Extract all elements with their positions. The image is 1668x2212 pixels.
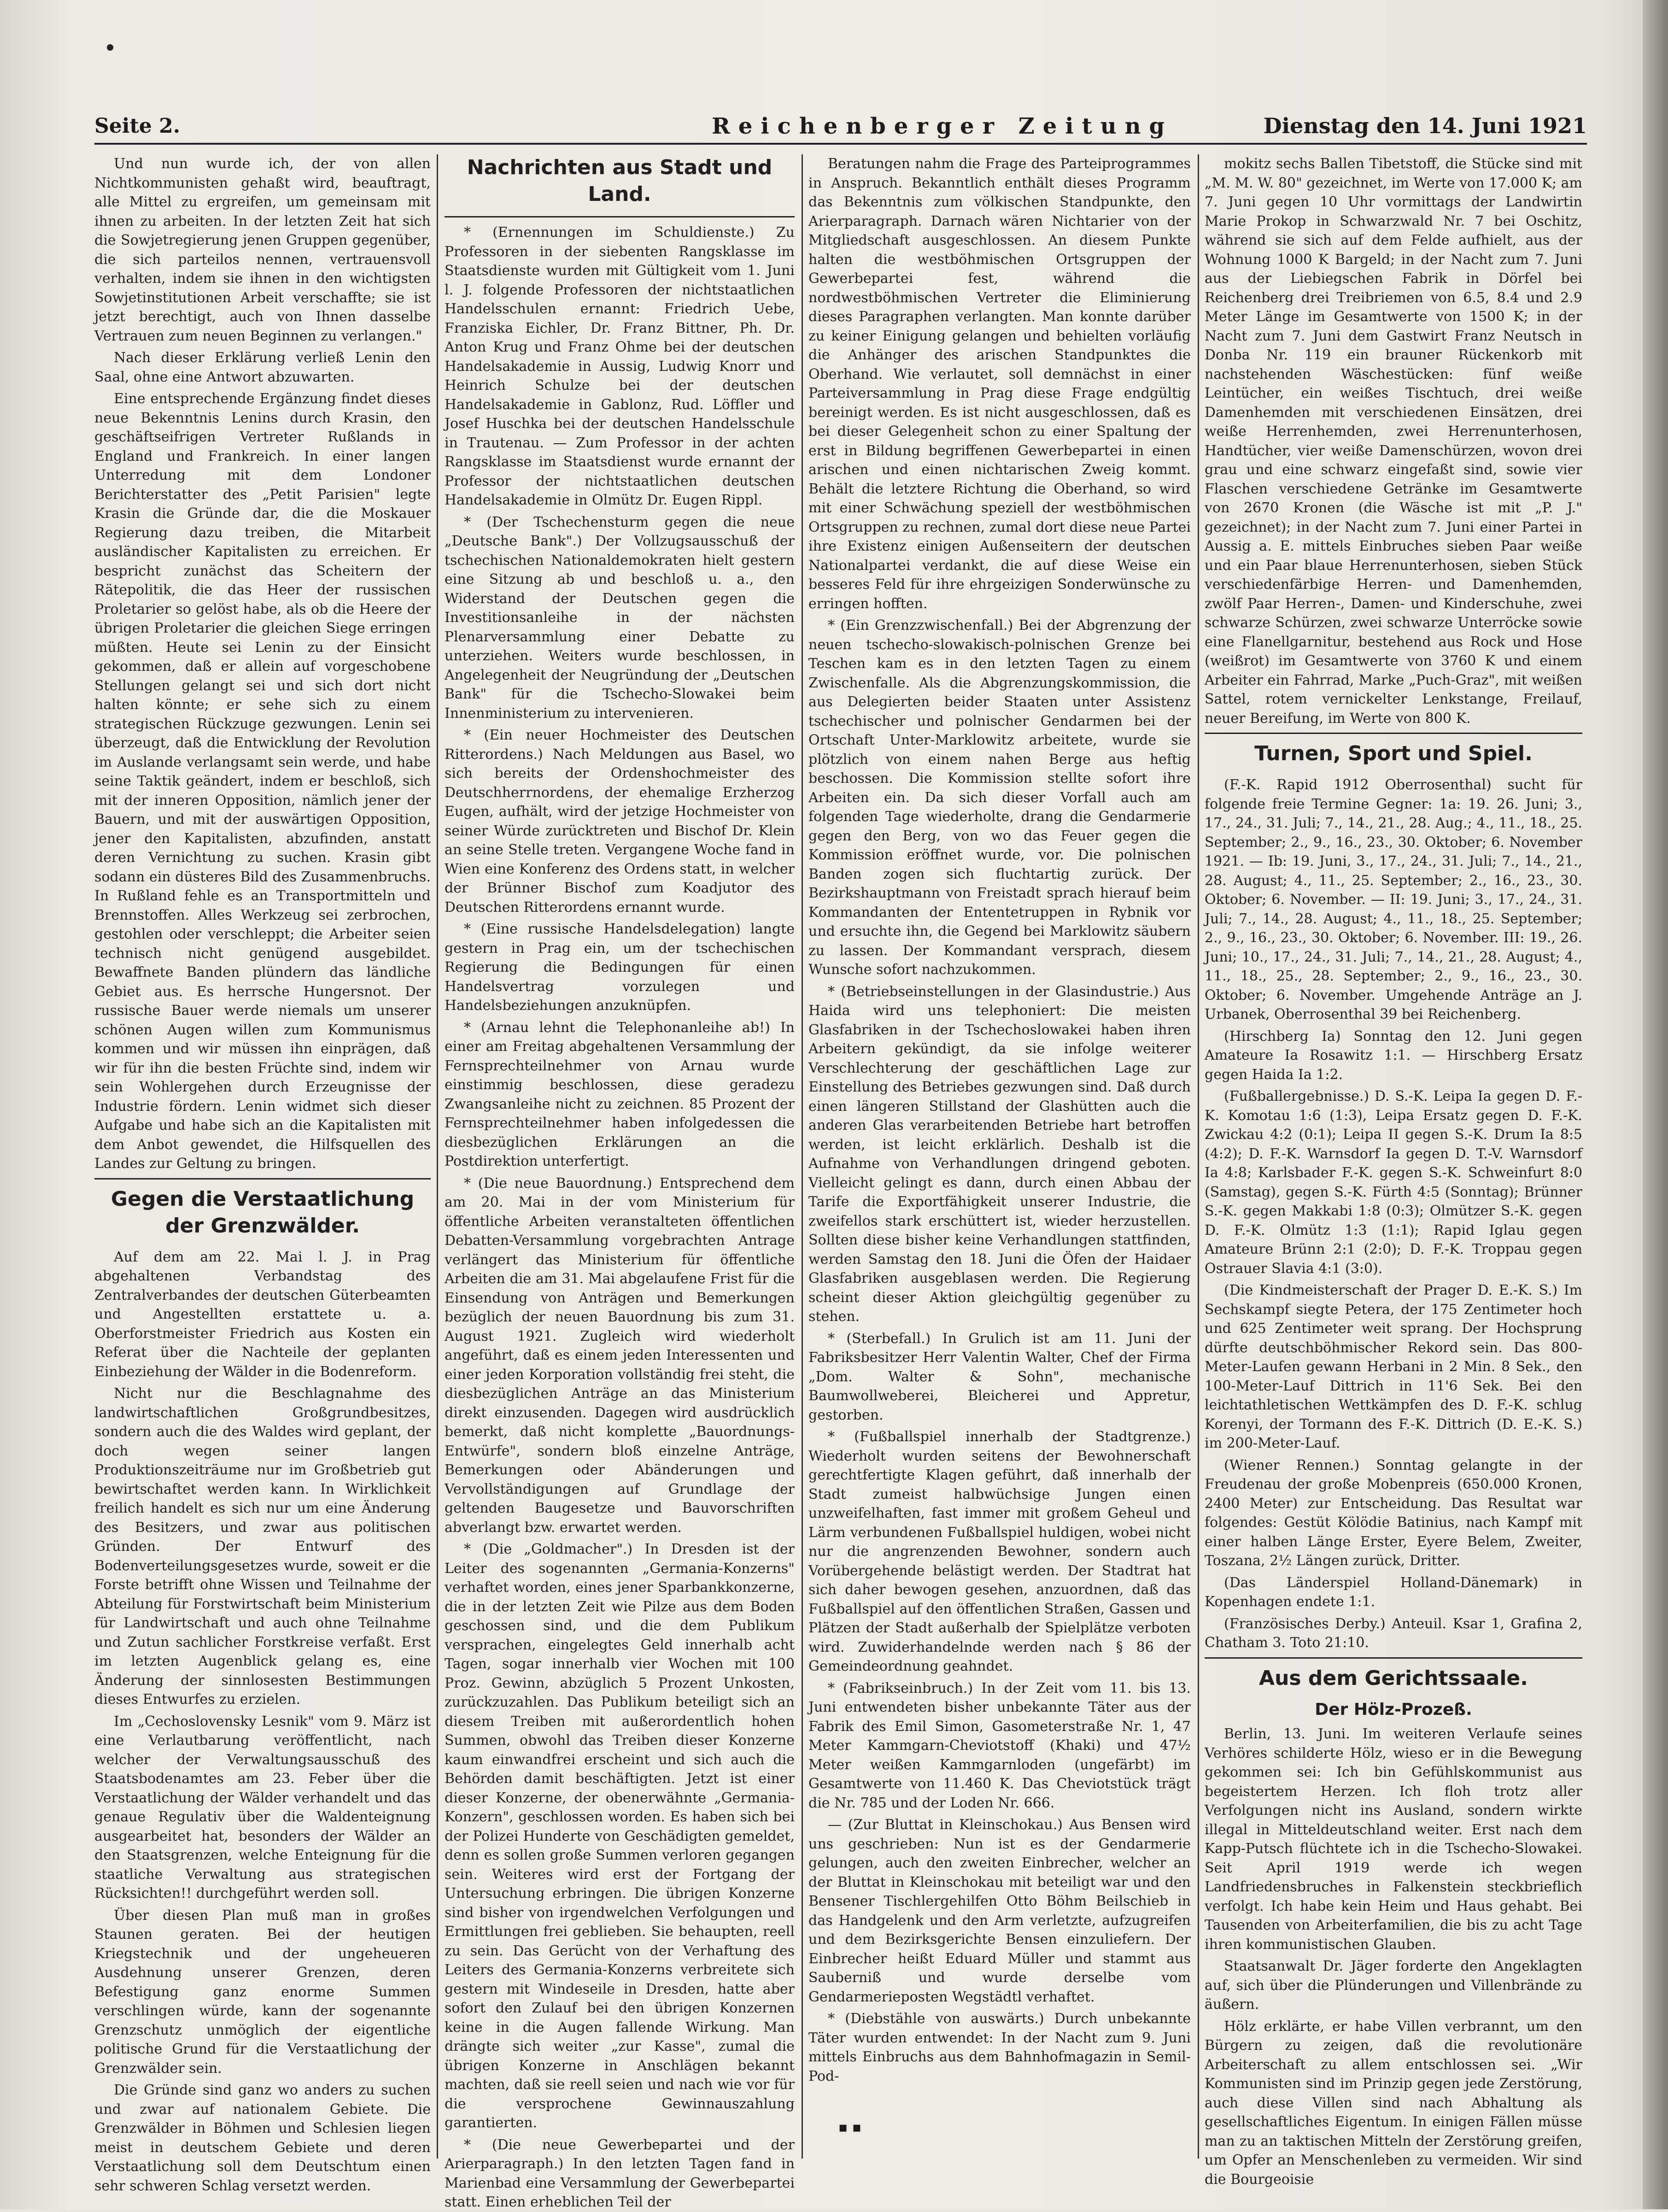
sports-item: (Die Kindmeisterschaft der Prager D. E.-K. S.) Im Sechskampf siegte Petera, der 175 Zentimeter hoch und 625 Zentimeter weit sprang. Der Hochsprung dürfte deutschböhmischer Rekord sein. Das 800-Meter-Laufen gewann Herbani in 2 Min. 8 Sek., den 100-Meter-Lauf Dittrich in 11'6 Sek. Bei den leichtathletischen Wettkämpfen des D. F.-K. schlug Korenyi, der Tormann des F.-K. Dittrich (D. E.-K. S.) im 200-Meter-Lauf. — [1205, 1282, 1582, 1451]
article-paragraph: Nach dieser Erklärung verließ Lenin den Saal, ohne eine Antwort abzuwarten. — [94, 350, 431, 385]
court-item: Staatsanwalt Dr. Jäger forderte den Angeklagten auf, sich über die Plünderungen und Villenbrände zu äußern. — [1205, 1958, 1582, 2013]
section-divider — [94, 1178, 431, 1179]
article-paragraph: Und nun wurde ich, der von allen Nichtkommunisten gehaßt wird, beauftragt, alle Mittel zu ergreifen, um gemeinsam mit ihnen zu arbeiten. In der letzten Zeit hat sich die Sowjetregierung jenen Gruppen gegenüber, die sich parteilos nennen, vertrauensvoll verhalten, indem sie ihnen in den wichtigsten Sowjetinstitutionen Arbeit verschaffte; sie ist jetzt berechtigt, auch von Ihnen dasselbe Vertrauen zum neuen Beginnen zu verlangen." — [94, 156, 431, 344]
column-3 — [808, 154, 1191, 2159]
news-item: * (Ein neuer Hochmeister des Deutschen Ritterordens.) Nach Meldungen aus Basel, wo sich bereits der Ordenshochmeister des Deutschherrnordens, der ehemalige Erzherzog Eugen, aufhält, wird der jetzige Hochmeister von seiner Würde zurücktreten und Bischof Dr. Klein an seine Stelle treten. Vergangene Woche fand in Wien eine Konferenz des Ordens statt, in welcher der Brünner Bischof zum Koadjutor des Deutschen Ritterordens ernannt wurde. — [445, 727, 795, 915]
footer-mark: ▪ ▪ — [838, 2119, 862, 2136]
news-item: * (Fabrikseinbruch.) In der Zeit vom 11. bis 13. Juni entwendeten bisher unbekannte Täter aus der Fabrik des Emil Simon, Gasometerstraße Nr. 1, 47 Meter Kammgarn-Cheviotstoff (Khaki) und 47½ Meter weißen Kammgarnloden (ungefärbt) im Gesamtwerte von 11.460 K. Das Cheviotstück trägt die Nr. 785 und der Loden Nr. 666. — [808, 1680, 1191, 1811]
issue-date: Dienstag den 14. Juni 1921 — [1263, 113, 1587, 138]
news-item: — (Zur Bluttat in Kleinschokau.) Aus Bensen wird uns geschrieben: Nun ist es der Gendarmerie gelungen, auch den zweiten Einbrecher, welcher an der Bluttat in Kleinschokau mit beteiligt war und den Bensener Tischlergehilfen Otto Böhm Beilschieb in das Handgelenk und den Arm verletzte, aufzugreifen und dem Bezirksgerichte Bensen einzuliefern. Der Einbrecher heißt Eduard Müller und stammt aus Sauberniß und wurde derselbe vom Gendarmerieposten Wegstädtl verhaftet. — [808, 1817, 1191, 2005]
article-paragraph: Im „Cechoslovensky Lesnik" vom 9. März ist eine Verlautbarung veröffentlicht, nach welcher der Verwaltungsausschuß des Staatsbodenamtes am 23. Feber über die Verstaatlichung der Wälder verhandelt und das genaue Regulativ über die Waldenteignung ausgearbeitet hat, besonders der Wälder an den Staatsgrenzen, welche Enteignung für die staatliche Verwaltung aus strategischen Rücksichten!! durchgeführt werden soll. — [94, 1713, 431, 1901]
article-paragraph: Eine entsprechende Ergänzung findet dieses neue Bekenntnis Lenins durch Krasin, den geschäftseifrigen Vertreter Rußlands in England und Frankreich. In einer langen Unterredung mit dem Londoner Berichterstatter des „Petit Parisien" legte Krasin die Gründe dar, die die Moskauer Regierung dazu treiben, die Mitarbeit ausländischer Kapitalisten zu erreichen. Er bespricht zunächst das Scheitern der Rätepolitik, die das Heer der russischen Proletarier so gelöst habe, als ob die Heere der übrigen Proletarier die gleichen Siege erringen müßten. Heute sei Lenin zu der Einsicht gekommen, daß er allein auf vorgeschobene Stellungen gelangt sei und sich dort nicht halten könnte; er sehe sich zu einem strategischen Rückzuge gezwungen. Lenin sei überzeugt, daß die Entwicklung der Revolution im Auslande verlangsamt sein werde, und habe seine Taktik geändert, indem er beschloß, sich mit der inneren Opposition, nämlich jener der Bauern, und mit der auswärtigen Opposition, jener den Kapitalisten, abzufinden, anstatt deren Vernichtung zu suchen. Krasin gibt sodann ein düsteres Bild des Zusammenbruchs. In Rußland fehle es an Transportmitteln und Brennstoffen. Alles Werkzeug sei zerbrochen, gestohlen oder verschleppt; die Arbeiter seien technisch nicht genügend ausgebildet. Bewaffnete Banden plündern das ländliche Gebiet aus. Es herrsche Hungersnot. Der russische Bauer werde niemals um unserer schönen Augen willen zum Kommunismus kommen und wir müssen ihn einprägen, daß wir für ihn die besten Früchte sind, indem wir sein Wohlergehen durch Erzeugnisse der Industrie fördern. Lenin widmet sich dieser Aufgabe und habe sich an die Kapitalisten mit dem Anbot gewendet, die Hilfsquellen des Landes zur Geltung zu bringen. — [94, 391, 431, 1172]
column-1 — [94, 154, 431, 2194]
news-item: Beratungen nahm die Frage des Parteiprogrammes in Anspruch. Bekanntlich enthält dieses Programm das Bekenntnis zum völkischen Standpunkte, den Arierparagraph. Darnach wären Nichtarier von der Mitgliedschaft ausgeschlossen. An diesem Punkte halten die westböhmischen Ortsgruppen der Gewerbepartei fest, während die nordwestböhmischen Vertreter die Eliminierung dieses Paragraphen verlangten. Man konnte darüber zu keiner Einigung gelangen und behielten vorläufig die Anhänger des arischen Standpunktes die Oberhand. Wie verlautet, soll demnächst in einer Parteiversammlung in Prag diese Frage endgültig bereinigt werden. Es ist nicht ausgeschlossen, daß es bei dieser Gelegenheit schon zu einer Spaltung der erst in Bildung begriffenen Gewerbepartei in einen arischen und einen nichtarischen Zweig kommt. Behält die letztere Richtung die Oberhand, so wird mit einer Schwächung speziell der westböhmischen Ortsgruppen zu rechnen, zumal dort diese neue Partei ihre Existenz einigen Außenseitern der deutschen Nationalpartei verdankt, die auf diese Weise ein besseres Feld für ihre ehrgeizigen Sonderwünsche zu erringen hofften. — [808, 156, 1191, 612]
sports-item: (Wiener Rennen.) Sonntag gelangte in der Freudenau der große Mobenpreis (650.000 Kronen, 2400 Meter) zur Entscheidung. Das Resultat war folgendes: Gestüt Kölödie Batinius, nach Kampf mit einer halben Länge Erster, Eyere Belem, Zweiter, Toszana, 2½ Längen zurück, Dritter. — [1205, 1457, 1582, 1569]
court-subheadline: Der Hölz-Prozeß. — [1315, 1700, 1472, 1719]
news-item: * (Ernennungen im Schuldienste.) Zu Professoren in der siebenten Rangsklasse im Staatsdienste wurden mit Gültigkeit vom 1. Juni l. J. folgende Professoren der nichtstaatlichen Handelsschulen ernannt: Friedrich Uebe, Franziska Eichler, Dr. Franz Bittner, Ph. Dr. Anton Krug und Franz Ohme bei der deutschen Handelsakademie in Aussig, Ludwig Knorr und Heinrich Schulze bei der deutschen Handelsakademie in Gablonz, Rud. Löffler und Josef Huschka bei der deutschen Handelsschule in Trautenau. — Zum Professor in der achten Rangsklasse im Staatsdienst wurde ernannt der Professor der nichtstaatlichen deutschen Handelsakademie in Olmütz Dr. Eugen Rippl. — [445, 224, 795, 508]
column-2 — [445, 154, 795, 2210]
article-paragraph: Nicht nur die Beschlagnahme des landwirtschaftlichen Großgrundbesitzes, sondern auch die des Waldes wird geplant, der doch wegen seiner langen Produktionszeiträume nur im Großbetrieb gut bewirtschaftet werden kann. In Wirklichkeit freilich handelt es sich nur um eine Änderung des Besitzers, und zwar aus politischen Gründen. Der Entwurf des Bodenverteilungsgesetzes wurde, soweit er die Forste betrifft ohne Wissen und Teilnahme der Abteilung für Forstwirtschaft beim Ministerium für Landwirtschaft und auch ohne Teilnahme und Zutun sachlicher Forstkreise verfaßt. Erst im letzten Augenblick gelang es, eine Änderung der sinnlosesten Bestimmungen dieses Entwurfes zu erzielen. — [94, 1385, 431, 1707]
news-item: * (Der Tschechensturm gegen die neue „Deutsche Bank".) Der Vollzugsausschuß der tschechischen Nationaldemokraten hielt gestern eine Sitzung ab und beschloß u. a., den Widerstand der Deutschen gegen die Investitionsanleihe in der nächsten Plenarversammlung einer Debatte zu unterziehen. Weiters wurde beschlossen, in Angelegenheit der Neugründung der „Deutschen Bank" für die Tschecho-Slowakei beim Innenministerium zu intervenieren. — [445, 514, 795, 722]
news-item: * (Eine russische Handelsdelegation) langte gestern in Prag ein, um der tschechischen Regierung die Bedingungen für einen Handelsvertrag vorzulegen und Handelsbeziehungen anzuknüpfen. — [445, 921, 795, 1014]
court-headline: Aus dem Gerichtssaale. — [1259, 1666, 1528, 1690]
article-headline: Gegen die Verstaatlichung der Grenzwälder. — [111, 1187, 415, 1238]
court-item: Berlin, 13. Juni. Im weiteren Verlaufe seines Verhöres schilderte Hölz, wieso er in die Bewegung gekommen sei: Ich bin Gefühlskommunist aus begeistertem Herzen. Ich floh trotz aller Verfolgungen nicht ins Ausland, sondern wirkte illegal in Mitteldeutschland weiter. Erst nach dem Kapp-Putsch flüchtete ich in die Tschecho-Slowakei. Seit April 1919 werde ich wegen Landfriedensbruches in Falkenstein steckbrieflich verfolgt. Ich habe kein Heim und Haus gehabt. Bei Tausenden von Arbeiterfamilien, die bis zu acht Tage ihren kommunistischen Glauben. — [1205, 1726, 1582, 1953]
sports-item: (Französisches Derby.) Anteuil. Ksar 1, Grafina 2, Chatham 3. Toto 21:10. — [1205, 1615, 1582, 1651]
sports-item: (Das Länderspiel Holland-Dänemark) in Kopenhagen endete 1:1. — [1205, 1574, 1582, 1610]
sports-headline: Turnen, Sport und Spiel. — [1254, 742, 1533, 765]
article-paragraph: Über diesen Plan muß man in großes Staunen geraten. Bei der heutigen Kriegstechnik und der ungeheueren Ausdehnung unserer Grenzen, deren Befestigung ganz enorme Summen verschlingen würde, kann der sogenannte Grenzschutz unmöglich der eigentliche politische Grund für die Verstaatlichung der Grenzwälder sein. — [94, 1907, 431, 2077]
court-item: Hölz erklärte, er habe Villen verbrannt, um den Bürgern zu zeigen, daß die revolutionäre Arbeiterschaft zu allem entschlossen sei. „Wir Kommunisten sind im Prinzip gegen jede Zerstörung, auch diese Villen sind nach Abhaltung als gesellschaftliches Eigentum. In einigen Fällen müsse man zu an taktischen Mitteln der Zerstörung greifen, um Opfer an Menschenleben zu vermeiden. Wir sind die Bourgeoisie — [1205, 2018, 1582, 2188]
newspaper-title: Reichenberger Zeitung — [712, 113, 1173, 139]
section-headline: Nachrichten aus Stadt und Land. — [467, 156, 773, 206]
sports-item: (Fußballergebnisse.) D. S.-K. Leipa Ia gegen D. F.-K. Komotau 1:6 (1:3), Leipa Ersatz gegen D. F.-K. Zwickau 4:2 (0:1); Leipa II gegen S.-K. Drum Ia 8:5 (4:2); D. F.-K. Warnsdorf Ia gegen D. T.-V. Warnsdorf Ia 4:8; Karlsbader F.-K. gegen S.-K. Schweinfurt 8:0 (Samstag), gegen S.-K. Fürth 4:5 (Sonntag); Brünner S.-K. gegen Makkabi 1:8 (0:3); Olmützer S.-K. gegen D. F.-K. Olmütz 1:3 (1:1); Rapid Iglau gegen Amateure Brünn 2:1 (2:0); D. F.-K. Troppau gegen Ostrauer Slavia 4:1 (3:0). — [1205, 1088, 1582, 1277]
page-edge-shadow — [1643, 0, 1668, 2209]
news-item: * (Sterbefall.) In Grulich ist am 11. Juni der Fabriksbesitzer Herr Valentin Walter, Chef der Firma „Dom. Walter & Sohn", mechanische Baumwollweberei, Bleicherei und Appretur, gestorben. — [808, 1330, 1191, 1423]
news-item: * (Die neue Bauordnung.) Entsprechend dem am 20. Mai in der vom Ministerium für öffentliche Arbeiten veranstalteten öffentlichen Debatten-Versammlung vorgebrachten Antrage verlängert das Ministerium für öffentliche Arbeiten die am 31. Mai abgelaufene Frist für die Einsendung von Anträgen und Bemerkungen bezüglich der neuen Bauordnung bis zum 31. August 1921. Zugleich wird wiederholt angeführt, daß es einem jeden Interessenten und einer jeden Korporation vollständig frei steht, die diesbezüglichen Anträge an das Ministerium direkt einzusenden. Dagegen wird ausdrücklich bemerkt, daß nicht komplette „Bauordnungs-Entwürfe", sondern bloß einzelne Anträge, Bemerkungen oder Abänderungen und Vervollständigungen auf Grundlage der geltenden Baugesetze und Bauvorschriften abverlangt bzw. erwartet werden. — [445, 1175, 795, 1536]
page-label: Seite 2. — [94, 114, 181, 138]
page-header — [94, 111, 1587, 145]
news-item: * (Die neue Gewerbepartei und der Arierparagraph.) In den letzten Tagen fand in Marienbad eine Versammlung der Gewerbepartei statt. Einen erheblichen Teil der — [445, 2136, 795, 2210]
column-rule — [1198, 154, 1199, 2159]
news-item: * (Betriebseinstellungen in der Glasindustrie.) Aus Haida wird uns telephoniert: Die meisten Glasfabriken in der Tschechoslowakei haben ihren Arbeitern gekündigt, da sie infolge weiterer Verschlechterung der geschäftlichen Lage zur Einstellung des Betriebes gezwungen sind. Daß durch einen längeren Stillstand der Glashütten auch die anderen Glas verarbeitenden Betriebe hart betroffen werden, ist leicht erklärlich. Deshalb ist die Aufnahme von Verhandlungen dringend geboten. Vielleicht gelingt es dann, durch einen Abbau der Tarife die Exportfähigkeit unserer Industrie, die zweifellos stark erschüttert ist, wieder herzustellen. Sollten diese bisher keine Verhandlungen stattfinden, werden Samstag den 18. Juni die Öfen der Haidaer Glasfabriken ausgeblasen werden. Die Regierung scheint dieser Aktion gleichgültig gegenüber zu stehen. — [808, 983, 1191, 1325]
news-item: mokitz sechs Ballen Tibetstoff, die Stücke sind mit „M. M. W. 80" gezeichnet, im Werte von 17.000 K; am 7. Juni gegen 10 Uhr vormittags der Landwirtin Marie Prokop in Schwarzwald Nr. 7 bei Oschitz, während sie sich auf dem Felde aufhielt, aus der Wohnung 1000 K Bargeld; in der Nacht zum 7. Juni aus der Liebiegschen Fabrik in Dörfel bei Reichenberg drei Treibriemen von 6.5, 8.4 und 2.9 Meter Länge im Gesamtwerte von 1500 K; in der Nacht zum 7. Juni dem Gastwirt Franz Neutsch in Donba Nr. 119 ein brauner Rückenkorb mit nachstehenden Wäschestücken: fünf weiße Leintücher, ein weißes Tischtuch, drei weiße Damenhemden mit verschiedenen Einsätzen, drei weiße Herrenhemden, zwei Herrenunterhosen, Handtücher, vier weiße Damenschürzen, wovon drei grau und eine schwarz eingefaßt sind, sowie vier Flaschen verschiedene Getränke im Gesamtwerte von 2670 Kronen (die Wäsche ist mit „P. J." gezeichnet); in der Nacht zum 7. Juni einer Partei in Aussig a. E. mittels Einbruches sieben Paar weiße und ein Paar blaue Herrenunterhosen, sieben Stück verschiedenfärbige Herren- und Damenhemden, zwölf Paar Herren-, Damen- und Kinderschuhe, zwei schwarze Schürzen, zwei schwarze Unterröcke sowie eine Flanellgarnitur, bestehend aus Rock und Hose (weißrot) im Gesamtwerte von 3760 K und einem Arbeiter ein Fahrrad, Marke „Puch-Graz", mit weißen Sattel, rotem vernickelter Lenkstange, Freilauf, neuer Bereifung, im Werte von 800 K. — [1205, 156, 1582, 727]
section-divider — [1205, 733, 1582, 734]
news-item: * (Die „Goldmacher".) In Dresden ist der Leiter des sogenannten „Germania-Konzerns" verhaftet worden, eines jener Sparbankkonzerne, die in der letzten Zeit wie Pilze aus dem Boden geschossen sind, und die dem Publikum versprachen, eingelegtes Geld innerhalb acht Tagen, sogar innerhalb vier Wochen mit 100 Proz. Gewinn, abzüglich 5 Prozent Unkosten, zurückzuzahlen. Das Publikum beteiligt sich an diesem Treiben mit außerordentlich hohen Summen, obwohl das Treiben dieser Konzerne kaum einwandfrei erscheint und sich auch die Behörden damit beschäftigten. Jetzt ist einer dieser Konzerne, der obenerwähnte „Germania-Konzern", geschlossen worden. Es haben sich bei der Polizei Hunderte von Geschädigten gemeldet, denn es sollen große Summen verloren gegangen sein. Weiteres wird erst der Fortgang der Untersuchung erbringen. Die übrigen Konzerne sind bisher von irgendwelchen Verfolgungen und Ermittlungen frei geblieben. Sie behaupten, reell zu sein. Das Gerücht von der Verhaftung des Leiters des Germania-Konzerns verbreitete sich gestern mit Windeseile in Dresden, hatte aber sofort den Zulauf bei den übrigen Konzernen keine in die Augen fallende Wirkung. Man drängte sich weiter „zur Kasse", zumal die übrigen Konzerne in Anschlägen bekannt machten, daß sie reell seien und nach wie vor für die versprochene Gewinnauszahlung garantierten. — [445, 1541, 795, 2131]
news-item: * (Arnau lehnt die Telephonanleihe ab!) In einer am Freitag abgehaltenen Versammlung der Fernsprechteilnehmer von Arnau wurde einstimmig beschlossen, diese geradezu Zwangsanleihe nicht zu zeichnen. 85 Prozent der Fernsprechteilnehmer haben infolgedessen die diesbezüglichen Erklärungen an die Postdirektion unterfertigt. — [445, 1019, 795, 1169]
sports-item: (F.-K. Rapid 1912 Oberrosenthal) sucht für folgende freie Termine Gegner: 1a: 19. 26. Juni; 3., 17., 24., 31. Juli; 7., 14., 21., 28. Aug.; 4., 11., 18., 25. September; 2., 9., 16., 23., 30. Oktober; 6. November 1921. — Ib: 19. Juni, 3., 17., 24., 31. Juli; 7., 14., 21., 28. August; 4., 11., 25. September; 2., 16., 23., 30. Oktober; 6. November. — II: 19. Juni; 3., 17., 24., 31. Juli; 7., 14., 28. August; 4., 11., 18., 25. September; 2., 9., 16., 23., 30. Oktober; 6. November. III: 19., 26. Juni; 10., 17., 24., 31. Juli; 7., 14., 21., 28. August; 4., 11., 18., 25., 28. September; 2., 9., 16., 23., 30. Oktober; 6. November. Umgehende Anträge an J. Urbanek, Oberrosenthal 39 bei Reichenberg. — [1205, 777, 1582, 1022]
column-rule — [437, 154, 438, 2159]
column-4 — [1205, 154, 1582, 2188]
column-rule — [802, 154, 803, 2159]
news-item: * (Fußballspiel innerhalb der Stadtgrenze.) Wiederholt wurden seitens der Bewohnerschaft gerechtfertigte Klagen geführt, daß innerhalb der Stadt zumeist halbwüchsige Jungen einen unzweifelhaften, fast immer mit großem Geheul und Lärm verbundenen Fußballspiel huldigen, wobei nicht nur die angrenzenden Bewohner, sondern auch Vorübergehende belästigt werden. Der Stadtrat hat sich daher bewogen gesehen, anzuordnen, daß das Fußballspiel auf den öffentlichen Straßen, Gassen und Plätzen der Stadt außerhalb der Spielplätze verboten wird. Zuwiderhandelnde werden nach § 86 der Gemeindeordnung geahndet. — [808, 1429, 1191, 1674]
article-paragraph: Die Gründe sind ganz wo anders zu suchen und zwar auf nationalem Gebiete. Die Grenzwälder in Böhmen und Schlesien liegen meist in deutschem Gebiete und deren Verstaatlichung soll dem Deutschtum einen sehr schweren Schlag versetzt werden. — [94, 2082, 431, 2194]
sports-item: (Hirschberg Ia) Sonntag den 12. Juni gegen Amateure Ia Rosawitz 1:1. — Hirschberg Ersatz gegen Haida Ia 1:2. — [1205, 1028, 1582, 1083]
news-item: * (Ein Grenzzwischenfall.) Bei der Abgrenzung der neuen tschecho-slowakisch-polnischen Grenze bei Teschen kam es in den letzten Tagen zu einem Zwischenfalle. Als die Abgrenzungskommission, die aus Delegierten beider Staaten unter Assistenz tschechischer und polnischer Gendarmen bei der Ortschaft Unter-Marklowitz arbeitete, wurde sie plötzlich von einem nahen Berge aus heftig beschossen. Die Kommission stellte sofort ihre Arbeiten ein. Da sich dieser Vorfall auch am folgenden Tage wiederholte, drang die Gendarmerie gegen den Berg, von wo das Feuer gegen die Kommission eröffnet wurde, vor. Die polnischen Banden zogen sich fluchtartig zurück. Der Bezirkshauptmann von Freistadt sprach hierauf beim Kommandanten der Ententetruppen in Rybnik vor und ersuchte ihn, die Gegend bei Marklowitz säubern zu lassen. Der Kommandant versprach, diesem Wunsche sofort nachzukommen. — [808, 617, 1191, 978]
news-item: * (Diebstähle von auswärts.) Durch unbekannte Täter wurden entwendet: In der Nacht zum 9. Juni mittels Einbruchs aus dem Bahnhofmagazin in Semil-Pod- — [808, 2011, 1191, 2084]
scan-dot — [107, 44, 113, 51]
article-paragraph: Auf dem am 22. Mai l. J. in Prag abgehaltenen Verbandstag des Zentralverbandes der deutschen Güterbeamten und Angestellten erstattete u. a. Oberforstmeister Friedrich aus Kosten ein Referat über die Nachteile der geplanten Einbeziehung der Wälder in die Bodenreform. — [94, 1249, 431, 1380]
section-divider — [445, 216, 795, 217]
section-divider — [1205, 1657, 1582, 1659]
